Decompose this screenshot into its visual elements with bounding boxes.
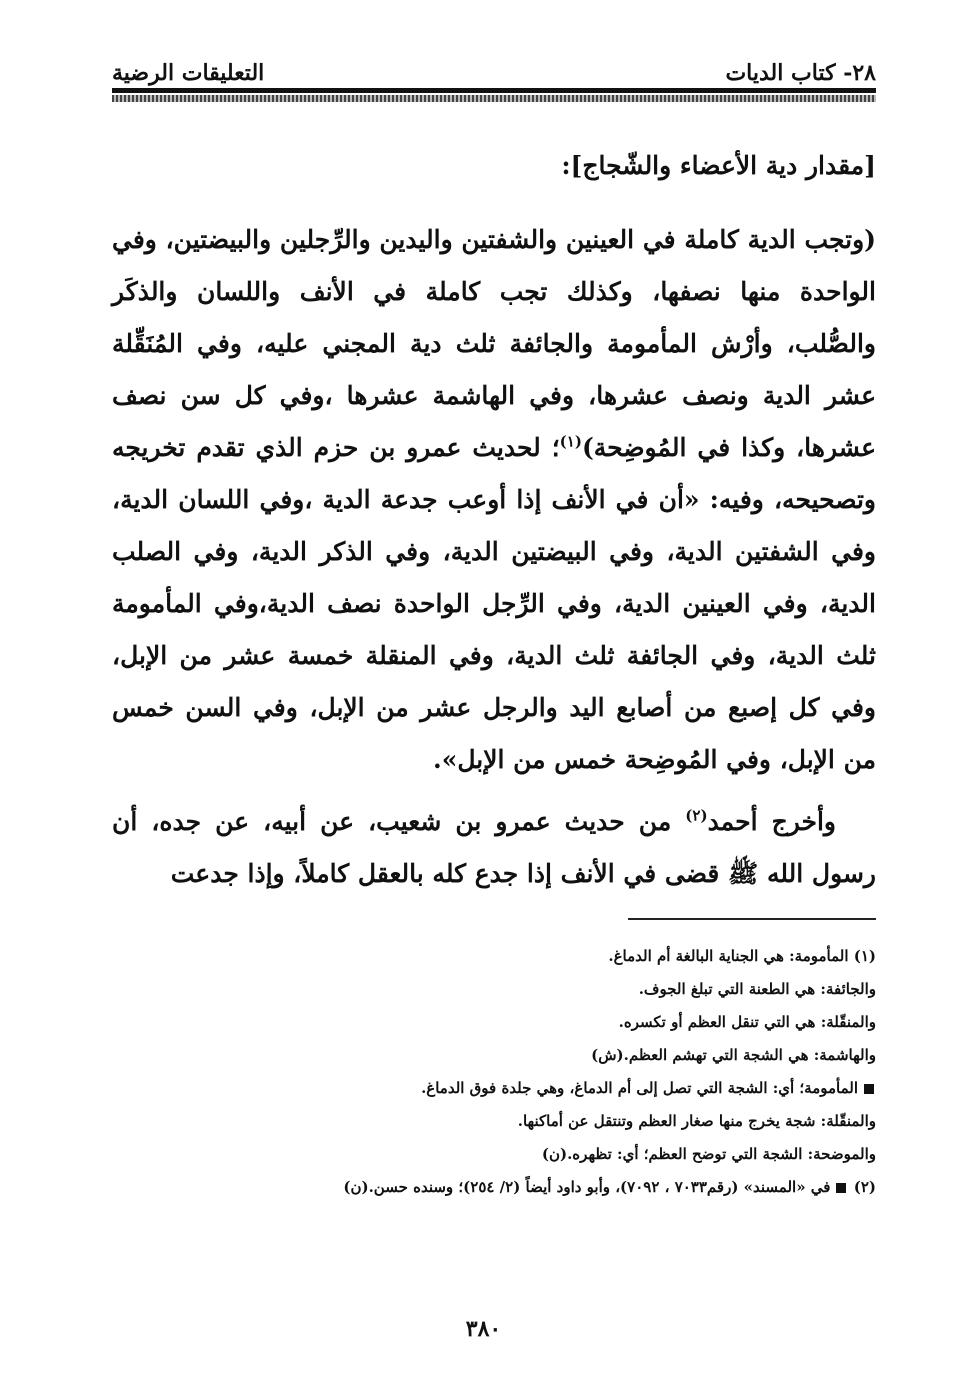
footnotes: [112, 940, 876, 1204]
header-rule: [112, 88, 876, 93]
header-hatch-rule: [112, 95, 876, 102]
footnote-line-text: في «المسند» (رقم٧٠٣٣ ، ٧٠٩٢)، وأبو داود أيضاً (٢/ ٢٥٤)؛ وسنده حسن.(ن): [343, 1178, 831, 1196]
square-bullet-icon: [864, 1084, 874, 1094]
page-number: ٣٨٠: [465, 1316, 502, 1342]
footnote-separator: [628, 918, 876, 920]
book-title: التعليقات الرضية: [112, 60, 265, 86]
paragraph-1: [112, 214, 876, 786]
footnote-ref-2[interactable]: (٢): [685, 806, 708, 825]
footnote-line: والمنقّلة: شجة يخرج منها صغار العظم وتنتقل عن أماكنها.: [517, 1112, 876, 1130]
footnote-line: والمنقّلة: هي التي تنقل العظم أو تكسره.: [618, 1013, 876, 1031]
paragraph-2-start: وأخرج أحمد: [707, 807, 836, 836]
footnote-line: [112, 1072, 876, 1105]
square-bullet-icon: [836, 1183, 846, 1193]
footnote-line: والموضحة: الشجة التي توضح العظم؛ أي: تظهره.(ن): [541, 1145, 876, 1163]
paragraph-2: [112, 796, 876, 900]
chapter-title: ٢٨- كتاب الديات: [725, 60, 876, 86]
footnote-ref-1[interactable]: (١): [559, 432, 582, 451]
footnote-line: والجائفة: هي الطعنة التي تبلغ الجوف.: [638, 980, 876, 998]
footnote-line: والهاشمة: هي الشجة التي تهشم العظم.(ش): [591, 1046, 876, 1064]
paragraph-1-tail: ؛ لحديث عمرو بن حزم الذي تقدم تخريجه وتصحيحه، وفيه: «أن في الأنف إذا أوعب جدعة الدية ،وفي اللسان الدية، وفي الشفتين الدية، وفي البيضتين الدية، وفي الذكر الدية، وفي الصلب الدية، وفي العينين الدية، وفي الرِّجل الواحدة نصف الدية،وفي المأمومة ثلث الدية، وفي الجائفة ثلث الدية، وفي المنقلة خمسة عشر من الإبل، وفي كل إصبع من أصابع اليد والرجل عشر من الإبل، وفي السن خمس من الإبل، وفي المُوضِحة خمس من الإبل».: [112, 433, 876, 774]
footnote-line: (١) المأمومة: هي الجناية البالغة أم الدماغ.: [608, 947, 876, 965]
footnote-line: [112, 1171, 876, 1204]
section-heading: [مقدار دية الأعضاء والشّجاج]:: [561, 151, 876, 180]
footnote-number: (٢): [853, 1178, 876, 1196]
running-header: [112, 52, 876, 86]
paragraph-2-rest: من حديث عمرو بن شعيب، عن أبيه، عن جده، أن رسول الله ﷺ قضى في الأنف إذا جدع كله بالعقل كاملاً، وإذا جدعت: [112, 807, 876, 888]
footnote-line-text: المأمومة؛ أي: الشجة التي تصل إلى أم الدماغ، وهي جلدة فوق الدماغ.: [421, 1079, 858, 1097]
paragraph-1-main: (وتجب الدية كاملة في العينين والشفتين واليدين والرِّجلين والبيضتين، وفي الواحدة منها نصفها، وكذلك تجب كاملة في الأنف واللسان والذكَر والصُّلب، وأرْش المأمومة والجائفة ثلث دية المجني عليه، وفي المُنَقِّلة عشر الدية ونصف عشرها، وفي الهاشمة عشرها ،وفي كل سن نصف عشرها، وكذا في المُوضِحة): [112, 225, 876, 462]
